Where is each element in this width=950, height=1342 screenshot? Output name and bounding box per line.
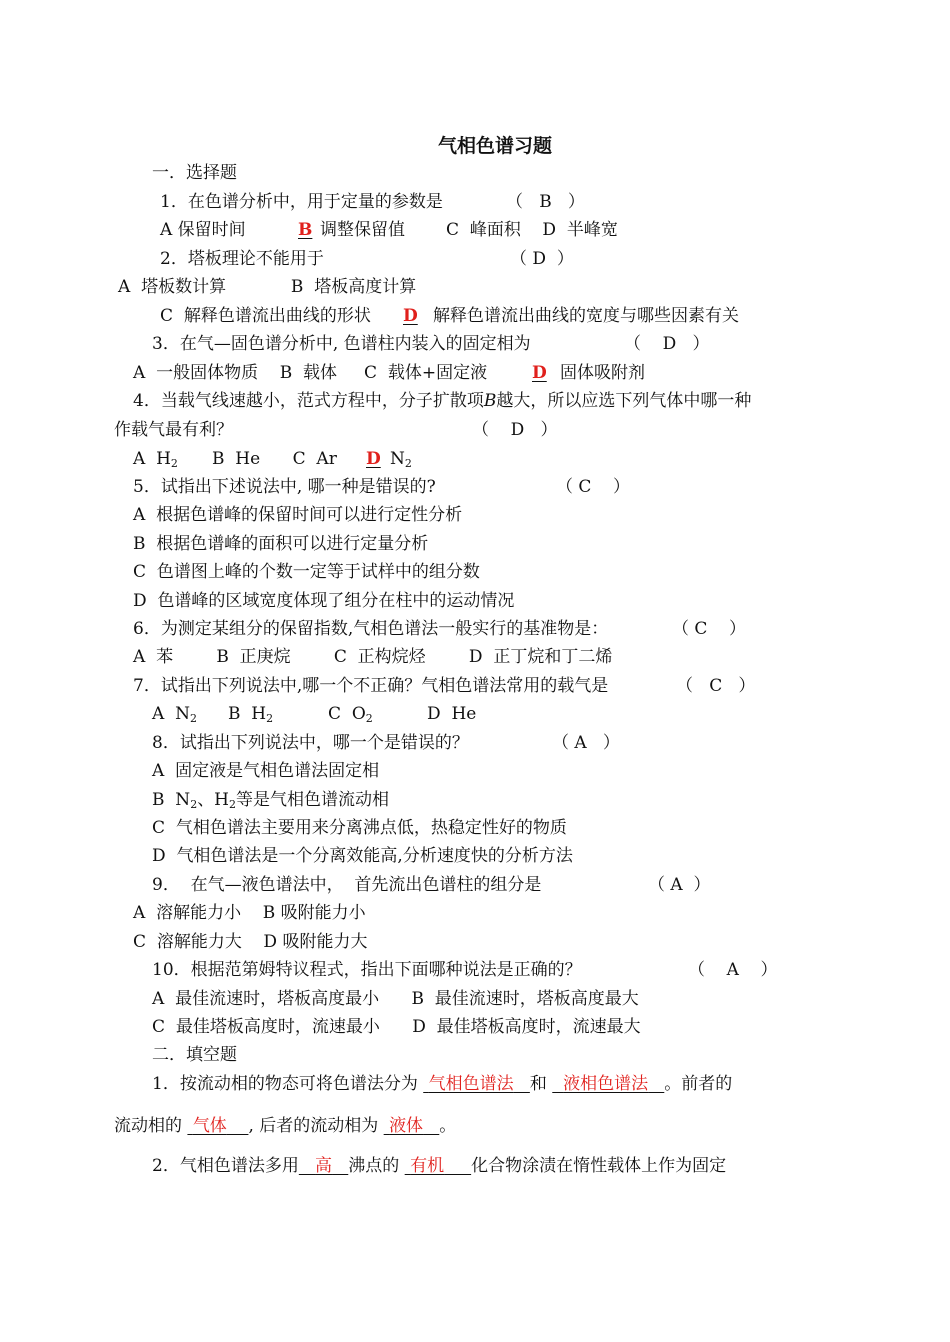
question-5-stem: 5．试指出下述说法中, 哪一种是错误的? [133,477,436,497]
fill-1-line-1: 1．按流动相的物态可将色谱法分为 气相色谱法 和 液相色谱法 。前者的 [152,1074,733,1094]
question-2-stem: 2．塔板理论不能用于 [160,249,324,269]
question-10-answer: （ A ） [688,960,778,980]
question-3-stem: 3．在气—固色谱分析中, 色谱柱内装入的固定相为 [152,334,531,354]
question-8-option-b: B $N_2$、$H_2$等是气相色谱流动相 [152,790,390,811]
fill-1-line-2: 流动相的 气体 , 后者的流动相为 液体 。 [114,1116,457,1136]
question-1-option-a: A 保留时间 [160,220,246,240]
question-2-option-d: 解释色谱流出曲线的宽度与哪些因素有关 [433,306,739,326]
question-6-answer: （ C ） [672,619,747,639]
question-10-stem: 10．根据范第姆特议程式，指出下面哪种说法是正确的？ [152,960,582,980]
fill-2-blank-1: 高 [315,1156,333,1176]
question-5-option-c: C 色谱图上峰的个数一定等于试样中的组分数 [133,562,480,582]
question-1-correct-letter: B [298,220,313,240]
question-7-stem: 7．试指出下列说法中,哪一个不正确？气相色谱法常用的载气是 [133,676,609,696]
question-5-option-b: B 根据色谱峰的面积可以进行定量分析 [133,534,429,554]
question-6-stem: 6．为测定某组分的保留指数,气相色谱法一般实行的基准物是： [133,619,609,639]
question-8-option-a: A 固定液是气相色谱法固定相 [152,761,380,781]
question-2-correct-letter: D [403,306,418,326]
question-8-option-c: C 气相色谱法主要用来分离沸点低，热稳定性好的物质 [152,818,567,838]
section-heading-fill: 二．填空题 [152,1045,237,1065]
question-4-option-a: A $H_2$ [133,449,178,470]
fill-2-line-1: 2．气相色谱法多用 高 沸点的 有机 化合物涂渍在惰性载体上作为固定 [152,1156,727,1176]
question-4-correct-letter: D [366,449,381,469]
question-2-answer: （ D ） [510,249,574,269]
section-heading-choice: 一．选择题 [152,163,237,183]
question-9-options-cd: C 溶解能力大 D 吸附能力大 [133,932,368,952]
question-6-options: A 苯 B 正庚烷 C 正构烷烃 D 正丁烷和丁二烯 [133,647,613,667]
question-8-answer: （ A ） [552,733,620,753]
question-1-answer: （ B ） [506,192,585,212]
fill-1-blank-1: 气相色谱法 [428,1074,514,1094]
question-5-option-d: D 色谱峰的区域宽度体现了组分在柱中的运动情况 [133,591,515,611]
question-3-option-d: 固体吸附剂 [560,363,645,383]
question-4-answer: （ D ） [472,420,558,440]
page-title: 气相色谱习题 [437,135,552,157]
question-4-options-bc: B He C Ar [212,449,337,469]
question-8-option-d: D 气相色谱法是一个分离效能高,分析速度快的分析方法 [152,846,573,866]
question-1-options-cd: C 峰面积 D 半峰宽 [446,220,618,240]
question-5-option-a: A 根据色谱峰的保留时间可以进行定性分析 [133,505,463,525]
question-7-option-a: A $N_2$ [152,704,197,725]
question-10-options-cd: C 最佳塔板高度时，流速最小 D 最佳塔板高度时，流速最大 [152,1017,641,1037]
question-4-stem-continued: 作载气最有利？ [114,420,233,440]
question-7-option-d: D He [427,704,477,724]
question-4-stem: 4．当载气线速越小，范式方程中，分子扩散项B越大，所以应选下列气体中哪一种 [133,391,752,411]
question-1-stem: 1．在色谱分析中，用于定量的参数是 [160,192,443,212]
question-7-option-c: C $O_2$ [328,704,373,725]
question-7-answer: （ C ） [676,676,756,696]
question-9-answer: （ A ） [648,875,711,895]
fill-1-blank-3: 气体 [192,1116,227,1136]
question-3-correct-letter: D [532,363,547,383]
question-4-option-d: $N_2$ [390,449,412,470]
question-3-options-abc: A 一般固体物质 B 载体 C 载体+固定液 [133,363,488,383]
question-10-options-ab: A 最佳流速时，塔板高度最小 B 最佳流速时，塔板高度最大 [152,989,639,1009]
question-8-stem: 8．试指出下列说法中，哪一个是错误的？ [152,733,469,753]
fill-2-blank-2: 有机 [410,1156,445,1176]
question-1-option-b: 调整保留值 [320,220,405,240]
question-5-answer: （ C ） [556,477,631,497]
question-9-options-ab: A 溶解能力小 B 吸附能力小 [133,903,366,923]
question-7-option-b: B $H_2$ [228,704,274,725]
question-3-answer: （ D ） [624,334,710,354]
fill-1-blank-2: 液相色谱法 [563,1074,649,1094]
fill-1-blank-4: 液体 [389,1116,424,1136]
question-2-options-ab: A 塔板数计算 B 塔板高度计算 [118,277,417,297]
question-9-stem: 9． 在气—液色谱法中， 首先流出色谱柱的组分是 [152,875,542,895]
question-2-option-c: C 解释色谱流出曲线的形状 [160,306,371,326]
